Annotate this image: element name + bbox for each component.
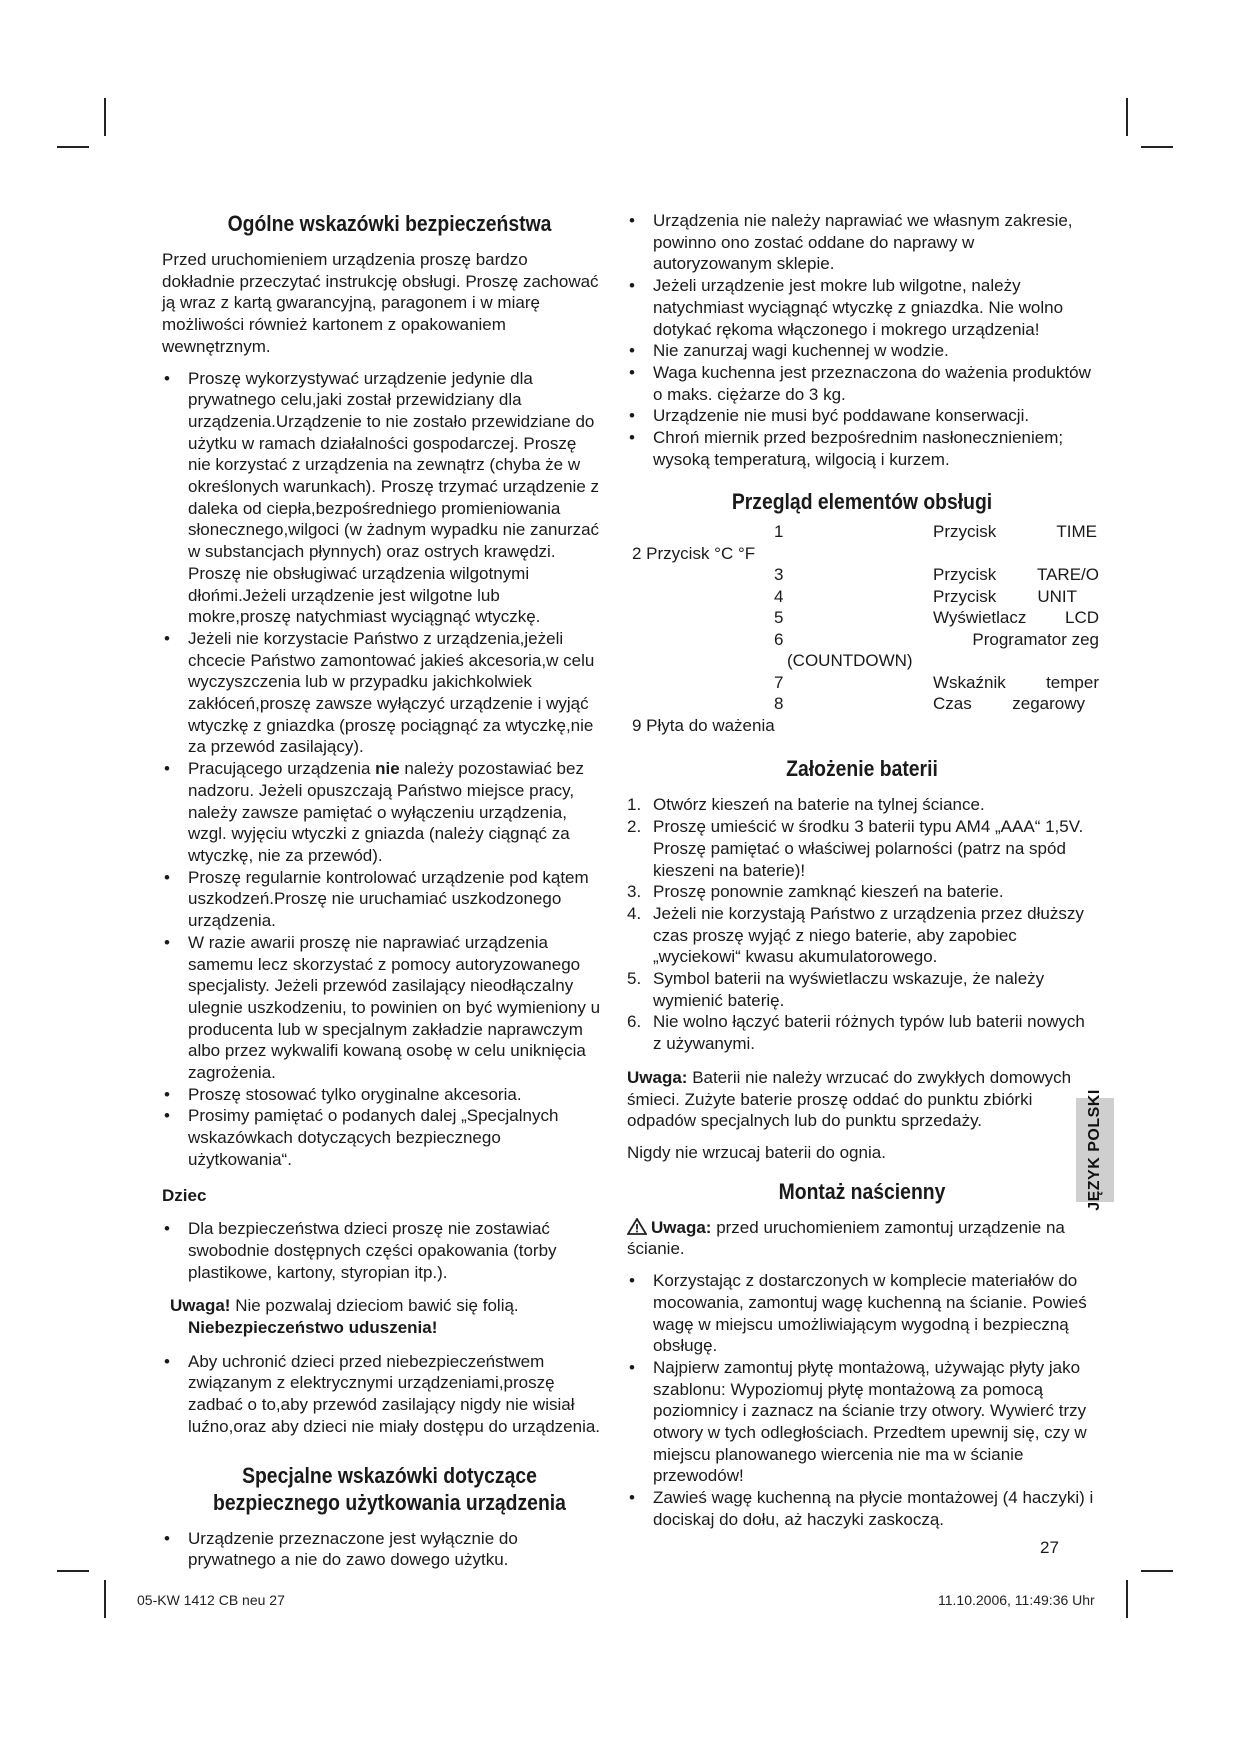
note-text: Nie pozwalaj dzieciom bawić się folią. xyxy=(230,1296,519,1316)
control-number: 5 xyxy=(774,608,784,628)
step-text: Jeżeli nie korzystają Państwo z urządzenia przez dłuższy czas proszę wyjąć z niego baterie, aby zapobiec „wyciekowi“ kwasu akumulatorowego. xyxy=(653,903,1084,967)
crop-mark xyxy=(1141,146,1173,148)
children-list xyxy=(162,1218,602,1283)
crop-mark xyxy=(57,1570,89,1572)
list-item: • Najpierw zamontuj płytę montażową, używając płyty jako szablonu: Wypoziomuj płytę montażową za pomocą poziomnicy i zaznacz na ścianie trzy otwory. Wywierć trzy otwory w tych odległościach. Przedtem upewnij się, czy w miejscu planowanego wiercenia nie ma w ścianie przewodów! xyxy=(627,1357,1097,1487)
note-text: przed uruchomieniem zamontuj urządzenie na ścianie. xyxy=(627,1217,1065,1259)
step-text: Proszę umieścić w środku 3 baterii typu AM4 „AAA“ 1,5V. Proszę pamiętać o właściwej polarności (patrz na spód kieszeni na baterie)! xyxy=(653,817,1084,880)
step-text: Otwórz kieszeń na baterie na tylnej ściance. xyxy=(653,795,985,815)
step-number: 6. xyxy=(627,1012,642,1032)
control-number: 3 xyxy=(774,565,784,585)
control-name: UNIT xyxy=(1037,586,1077,606)
warning-icon xyxy=(627,1218,647,1235)
crop-mark xyxy=(104,98,106,136)
mount-title: Montaż naścienny xyxy=(778,1178,946,1204)
children-list-2 xyxy=(162,1351,602,1438)
list-item xyxy=(627,816,1097,881)
step-number: 4. xyxy=(627,903,642,923)
list-item-text: należy pozostawiać bez nadzoru. Jeżeli opuszczają Państwo miejsce pracy, należy zawsze pamiętać o wyłączeniu urządzenia, wzgl. wyjęciu wtyczki z gniazda (należy ciągnąć za wtyczkę, nie za przewód). xyxy=(188,759,584,865)
note-label: Uwaga: xyxy=(651,1217,712,1237)
crop-mark xyxy=(1141,1570,1173,1572)
list-item xyxy=(627,968,1097,1011)
control-type: Przycisk xyxy=(933,586,997,606)
control-type: Wyświetlacz xyxy=(933,608,1027,628)
control-row: 2 Przycisk °C °F xyxy=(632,543,756,563)
crop-mark xyxy=(1126,98,1128,136)
list-item-text: Pracującego urządzenia xyxy=(188,759,376,779)
control-type: Przycisk xyxy=(933,565,997,585)
crop-mark xyxy=(57,146,89,148)
control-name: TARE/O xyxy=(1036,565,1099,585)
list-item xyxy=(162,758,602,867)
list-item: • Jeżeli nie korzystacie Państwo z urządzenia,jeżeli chcecie Państwo zamontować jakieś akcesoria,w celu wyczyszczenia lub w przypadku jakichkolwiek zakłóceń,proszę zawsze wyłączyć urządzenie i wyjąć wtyczkę z gniazdka (proszę pociągnąć za wtyczkę,nie za przewód zasilający). xyxy=(162,628,602,758)
list-item: • Zawieś wagę kuchenną na płycie montażowej (4 haczyki) i dociskaj do dołu, aż haczyki zaskoczą. xyxy=(627,1487,1097,1530)
special-list xyxy=(162,1528,602,1571)
overview-title: Przegląd elementów obsługi xyxy=(731,489,993,515)
battery-steps xyxy=(627,794,1097,1054)
list-item: • Urządzenie nie musi być poddawane konserwacji. xyxy=(627,405,1097,427)
list-item xyxy=(627,1011,1097,1054)
note-text: Baterii nie należy wrzucać do zwykłych domowych śmieci. Zużyte baterie proszę oddać do punktu zbiórki odpadów specjalnych lub do punktu sprzedaży. xyxy=(627,1067,1072,1131)
battery-note xyxy=(627,1067,1097,1132)
list-item: • Proszę regularnie kontrolować urządzenie pod kątem uszkodzeń.Proszę nie uruchamiać uszkodzonego urządzenia. xyxy=(162,867,602,932)
control-number: 1 xyxy=(774,522,784,542)
control-type: Przycisk xyxy=(933,522,997,542)
control-name: TIME xyxy=(1056,522,1097,542)
note-label: Uwaga! xyxy=(170,1296,231,1316)
list-item: • Waga kuchenna jest przeznaczona do ważenia produktów o maks. ciężarze do 3 kg. xyxy=(627,362,1097,405)
control-name: Programator zeg xyxy=(972,629,1099,649)
list-item: • Nie zanurzaj wagi kuchennej w wodzie. xyxy=(627,340,1097,362)
step-text: Symbol baterii na wyświetlaczu wskazuje, że należy wymienić baterię. xyxy=(653,969,1045,1010)
controls-table xyxy=(627,521,1099,735)
safety-list xyxy=(162,368,602,1171)
list-item xyxy=(627,881,1097,903)
page-number: 27 xyxy=(1040,1538,1059,1557)
step-text: Nie wolno łączyć baterii różnych typów lub baterii nowych z używanymi. xyxy=(653,1012,1085,1054)
mount-warning xyxy=(627,1217,1097,1260)
language-tab xyxy=(1076,1089,1114,1211)
note-warning: Niebezpieczeństwo uduszenia! xyxy=(188,1318,438,1338)
special-title: Specjalne wskazówki dotyczące bezpiecznego użytkowania urządzenia xyxy=(213,1462,566,1515)
right-column xyxy=(627,210,1097,1543)
list-item: • Urządzenia nie należy naprawiać we własnym zakresie, powinno ono zostać oddane do naprawy w autoryzowanym sklepie. xyxy=(627,210,1097,275)
list-item: • Dla bezpieczeństwa dzieci proszę nie zostawiać swobodnie dostępnych części opakowania (torby plastikowe, kartony, styropian itp.). xyxy=(162,1218,602,1283)
children-note xyxy=(170,1295,602,1338)
footer-right: 11.10.2006, 11:49:36 Uhr xyxy=(938,1592,1095,1608)
list-item: • Chroń miernik przed bezpośrednim nasłonecznieniem; wysoką temperaturą, wilgocią i kurzem. xyxy=(627,427,1097,470)
control-row: (COUNTDOWN) xyxy=(787,651,913,671)
list-item xyxy=(627,794,1097,816)
step-number: 1. xyxy=(627,795,642,815)
list-item: • Proszę wykorzystywać urządzenie jedynie dla prywatnego celu,jaki został przewidziany dla urządzenia.Urządzenie to nie zostało przewidziane do użytku w ramach działalności gospodarczej. Proszę nie korzystać z urządzenia na zewnątrz (chyba że w określonych warunkach). Proszę trzymać urządzenie z daleka od ciepła,bezpośredniego promieniowania słonecznego,wilgoci (w żadnym wypadku nie zanurzać w substancjach płynnych) oraz ostrych krawędzi. Proszę nie obsługiwać urządzenia wilgotnymi dłońmi.Jeżeli urządzenie jest wilgotne lub mokre,proszę natychmiast wyciągnąć wtyczkę. xyxy=(162,368,602,628)
list-item: • Prosimy pamiętać o podanych dalej „Specjalnych wskazówkach dotyczących bezpiecznego użytkowania“. xyxy=(162,1105,602,1170)
step-number: 3. xyxy=(627,882,642,902)
children-heading: Dziec xyxy=(162,1185,207,1205)
control-row: 9 Płyta do ważenia xyxy=(632,715,775,735)
list-item: • Korzystając z dostarczonych w komplecie materiałów do mocowania, zamontuj wagę kuchenną na ścianie. Powieś wagę w miejscu umożliwiającym wygodną i bezpieczną obsługę. xyxy=(627,1270,1097,1357)
control-name: zegarowy xyxy=(1012,694,1085,714)
battery-title: Założenie baterii xyxy=(786,756,938,782)
safety-title: Ogólne wskazówki bezpieczeństwa xyxy=(227,211,552,236)
list-item: • Urządzenie przeznaczone jest wyłącznie do prywatnego a nie do zawo dowego użytku. xyxy=(162,1528,602,1571)
control-type: Czas xyxy=(933,694,972,714)
list-item: • Jeżeli urządzenie jest mokre lub wilgotne, należy natychmiast wyciągnąć wtyczkę z gniazdka. Nie wolno dotykać rękoma włączonego i mokrego urządzenia! xyxy=(627,275,1097,340)
list-item-bold: nie xyxy=(375,759,400,779)
battery-fire-warning: Nigdy nie wrzucaj baterii do ognia. xyxy=(627,1142,886,1162)
crop-mark xyxy=(1126,1580,1128,1618)
control-name: LCD xyxy=(1064,608,1099,628)
control-number: 4 xyxy=(774,586,784,606)
language-tab-label: JĘZYK POLSKI xyxy=(1086,1089,1103,1211)
mount-list xyxy=(627,1270,1097,1530)
list-item: • Aby uchronić dzieci przed niebezpieczeństwem związanym z elektrycznymi urządzeniami,proszę zadbać o to,aby przewód zasilający nigdy nie wisiał luźno,oraz aby dzieci nie miały dostępu do urządzenia. xyxy=(162,1351,602,1438)
safety-intro: Przed uruchomieniem urządzenia proszę bardzo dokładnie przeczytać instrukcję obsługi. Proszę zachować ją wraz z kartą gwarancyjną, paragonem i w miarę możliwości również kartonem z opakowaniem wewnętrznym. xyxy=(162,250,599,356)
list-item: • Proszę stosować tylko oryginalne akcesoria. xyxy=(162,1084,602,1106)
left-column xyxy=(162,210,602,1583)
list-item xyxy=(627,903,1097,968)
right-safety-list xyxy=(627,210,1097,470)
step-number: 2. xyxy=(627,817,642,837)
note-label: Uwaga: xyxy=(627,1067,688,1087)
step-text: Proszę ponownie zamknąć kieszeń na baterie. xyxy=(653,882,1004,902)
control-number: 7 xyxy=(774,672,784,692)
control-name: temper xyxy=(1046,672,1099,692)
control-type: Wskaźnik xyxy=(933,672,1006,692)
control-number: 6 xyxy=(774,629,784,649)
step-number: 5. xyxy=(627,969,642,989)
crop-mark xyxy=(104,1580,106,1618)
footer-left: 05-KW 1412 CB neu 27 xyxy=(137,1592,285,1608)
list-item: • W razie awarii proszę nie naprawiać urządzenia samemu lecz skorzystać z pomocy autoryzowanego specjalisty. Jeżeli przewód zasilający nieodłączalny ulegnie uszkodzeniu, to powinien on być wymieniony u producenta lub w specjalnym zakładzie naprawczym albo przez wykwalifi kowaną osobę w celu uniknięcia zagrożenia. xyxy=(162,932,602,1084)
control-number: 8 xyxy=(774,694,784,714)
